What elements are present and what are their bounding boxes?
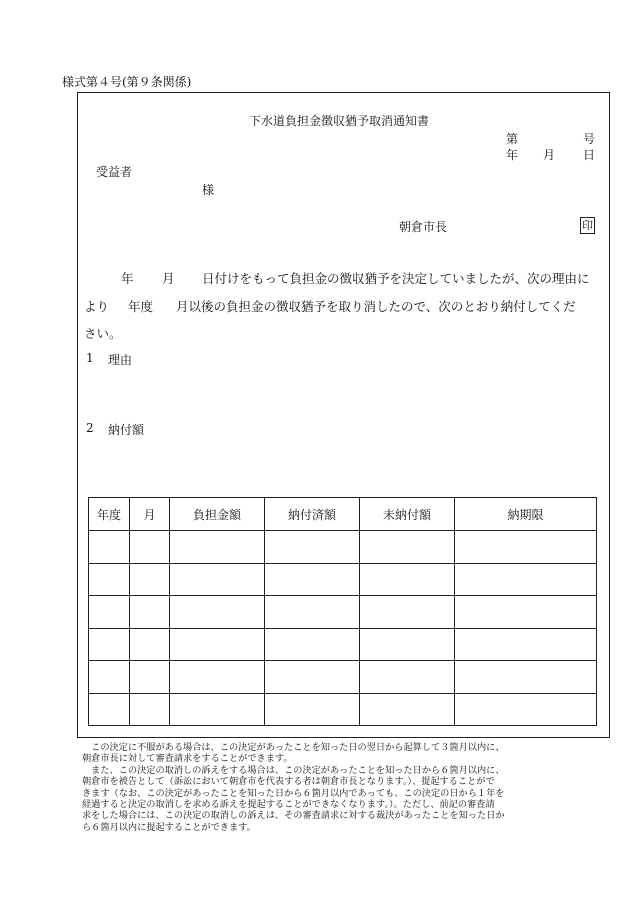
date-month: 月 bbox=[543, 148, 556, 162]
section-1-label: 理由 bbox=[108, 353, 133, 367]
table-cell bbox=[130, 661, 170, 694]
payment-table bbox=[88, 497, 597, 726]
body-line1-year: 年 bbox=[121, 271, 134, 286]
recipient-label: 受益者 bbox=[96, 165, 133, 179]
table-cell bbox=[360, 661, 455, 694]
table-row bbox=[89, 661, 597, 694]
section-2-number: 2 bbox=[86, 421, 94, 435]
table-cell bbox=[455, 693, 597, 726]
body-line1-text: 日付けをもって負担金の徴収猶予を決定していましたが、次の理由に bbox=[202, 271, 590, 286]
col-header-fiscal-year: 年度 bbox=[89, 498, 130, 531]
table-cell bbox=[265, 563, 360, 596]
table-cell bbox=[265, 596, 360, 629]
table-cell bbox=[89, 693, 130, 726]
table-cell bbox=[89, 628, 130, 661]
appeal-notice bbox=[82, 742, 602, 833]
recipient-honorific: 様 bbox=[202, 183, 215, 197]
table-header-row bbox=[89, 498, 597, 531]
table-cell bbox=[170, 596, 265, 629]
table-cell bbox=[89, 596, 130, 629]
table-row bbox=[89, 563, 597, 596]
table-cell bbox=[130, 596, 170, 629]
seal-mark: 印 bbox=[582, 219, 593, 232]
table-row bbox=[89, 693, 597, 726]
table-cell bbox=[89, 563, 130, 596]
table-cell bbox=[360, 693, 455, 726]
table-cell bbox=[130, 563, 170, 596]
number-dai: 第 bbox=[506, 132, 519, 146]
table-cell bbox=[265, 628, 360, 661]
table-cell bbox=[89, 661, 130, 694]
form-number-label: 様式第４号(第９条関係) bbox=[62, 75, 192, 89]
table-cell bbox=[265, 693, 360, 726]
table-cell bbox=[130, 628, 170, 661]
table-cell bbox=[89, 531, 130, 564]
table-cell bbox=[170, 563, 265, 596]
notice-line: 求をした場合には、この決定の取消しの訴えは、その審査請求に対する裁決があったことを知った日か bbox=[82, 810, 505, 822]
date-day: 日 bbox=[583, 148, 596, 162]
table-cell bbox=[455, 563, 597, 596]
col-header-month: 月 bbox=[130, 498, 170, 531]
table-row bbox=[89, 596, 597, 629]
body-line3: さい。 bbox=[84, 326, 122, 341]
table-cell bbox=[130, 531, 170, 564]
table-cell bbox=[130, 693, 170, 726]
issuer-name: 朝倉市長 bbox=[399, 220, 448, 234]
body-line1-month: 月 bbox=[162, 271, 175, 286]
col-header-due-date: 納期限 bbox=[455, 498, 597, 531]
table-cell bbox=[360, 563, 455, 596]
notice-line: この決定に不服がある場合は、この決定があったことを知った日の翌日から起算して３箇月以内に、 bbox=[82, 742, 505, 753]
body-line2-nendo: 年度 bbox=[128, 299, 154, 314]
table-cell bbox=[360, 596, 455, 629]
table-cell bbox=[170, 661, 265, 694]
col-header-charge-amount: 負担金額 bbox=[170, 498, 265, 531]
date-year: 年 bbox=[506, 148, 519, 162]
table-cell bbox=[265, 661, 360, 694]
table-cell bbox=[360, 628, 455, 661]
notice-line: 経過すると決定の取消しを求める訴えを提起することができなくなります。）。ただし、前記の審査請 bbox=[82, 799, 495, 811]
table-row bbox=[89, 531, 597, 564]
body-line2-text: 月以後の負担金の徴収猶予を取り消したので、次のとおり納付してくだ bbox=[176, 299, 576, 314]
table-cell bbox=[360, 531, 455, 564]
table-cell bbox=[455, 596, 597, 629]
notice-line: また、この決定の取消しの訴えをする場合は、この決定があったことを知った日から６箇月以内に、 bbox=[82, 764, 505, 776]
notice-line: 朝倉市を被告として（訴訟において朝倉市を代表する者は朝倉市長となります。）、提起することがで bbox=[82, 776, 495, 788]
number-go: 号 bbox=[583, 132, 596, 146]
col-header-unpaid-amount: 未納付額 bbox=[360, 498, 455, 531]
body-line2-yori: より bbox=[84, 299, 110, 314]
table-cell bbox=[455, 628, 597, 661]
document-title: 下水道負担金徴収猶予取消通知書 bbox=[249, 114, 430, 128]
notice-line: きます（なお、この決定があったことを知った日から６箇月以内であっても、この決定の日から１年を bbox=[82, 787, 505, 799]
table-cell bbox=[170, 531, 265, 564]
table-cell bbox=[170, 693, 265, 726]
table-cell bbox=[455, 661, 597, 694]
notice-line: 朝倉市長に対して審査請求をすることができます。 bbox=[82, 753, 293, 765]
table-cell bbox=[265, 531, 360, 564]
col-header-paid-amount: 納付済額 bbox=[265, 498, 360, 531]
section-1-number: 1 bbox=[86, 351, 94, 365]
table-cell bbox=[170, 628, 265, 661]
notice-line: ら６箇月以内に提起することができます。 bbox=[82, 821, 256, 833]
table-row bbox=[89, 628, 597, 661]
table-cell bbox=[455, 531, 597, 564]
section-2-label: 納付額 bbox=[108, 423, 145, 437]
